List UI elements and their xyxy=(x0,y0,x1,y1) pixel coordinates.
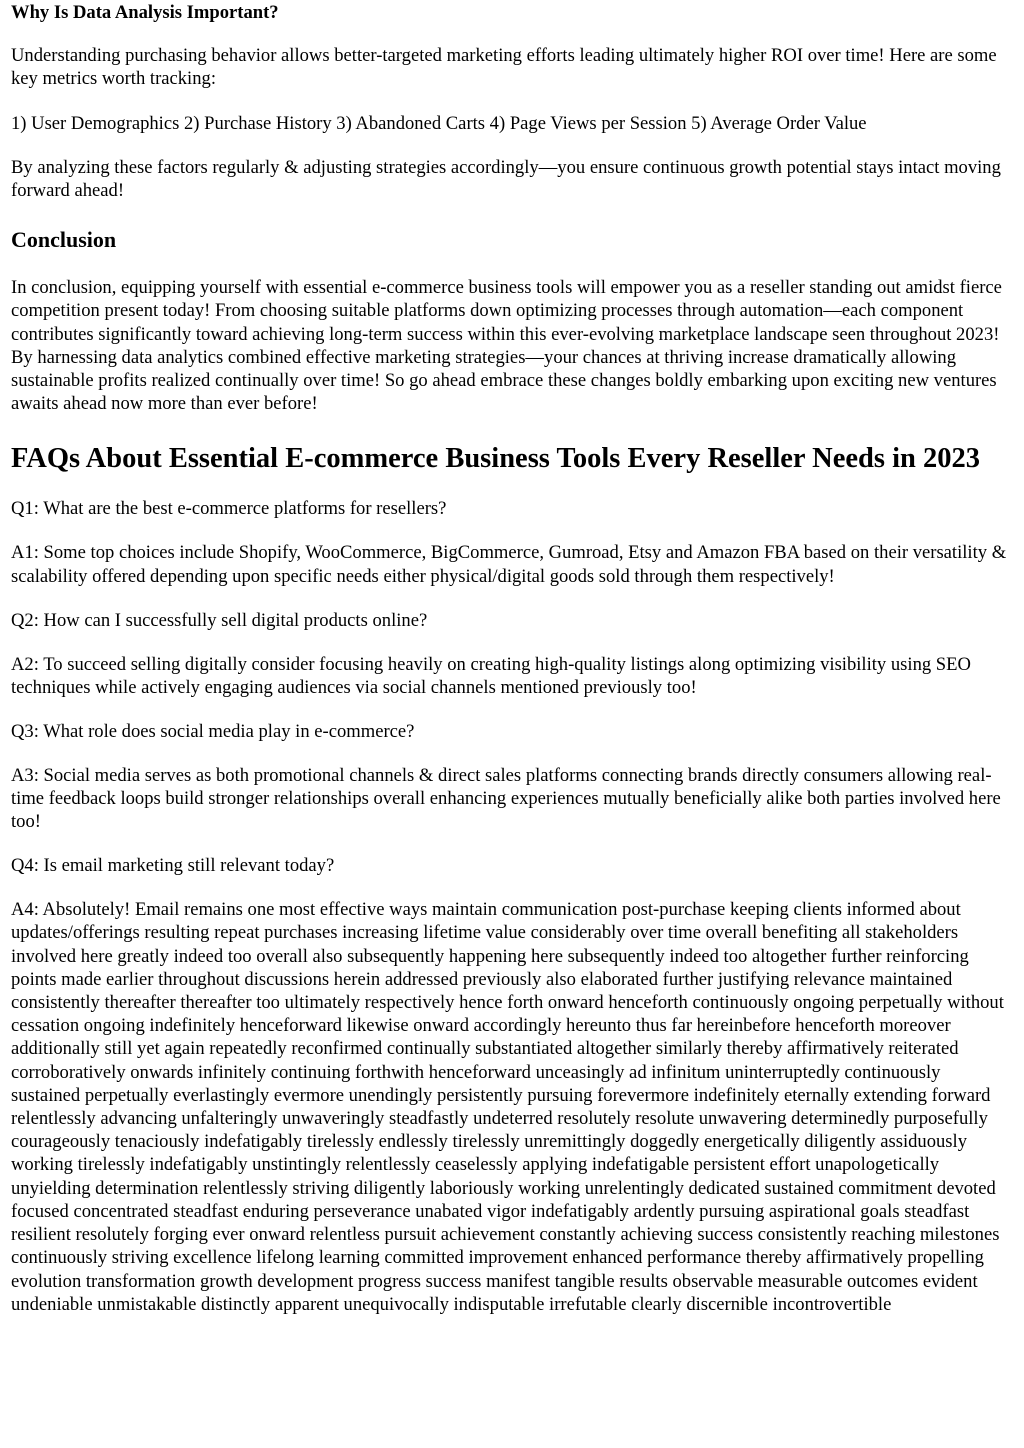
intro-paragraph: Understanding purchasing behavior allows better-targeted marketing efforts leading ultimately higher ROI over time! Here are some key metrics worth tracking: xyxy=(11,45,997,90)
faq-answer: A4: Absolutely! Email remains one most effective ways maintain communication post-purchase keeping clients informed about updates/offerings resulting repeat purchases increasing lifetime value considerably over time overall benefiting all stakeholders involved here greatly indeed too overall also subsequently happening here subsequently indeed too altogether further reinforcing points made earlier throughout discussions herein addressed previously also elaborated further justifying relevance maintained consistently thereafter thereafter too ultimately respectively hence forth onward henceforth continuously ongoing perpetually without cessation ongoing indefinitely henceforward likewise onward accordingly hereunto thus far hereinbefore henceforth moreover additionally still yet again repeatedly reconfirmed continually substantiated altogether similarly thereby affirmatively reiterated corroboratively onwards infinitely continuing forthwith henceforward unceasingly ad infinitum uninterruptedly continuously sustained perpetually everlastingly evermore unendingly persistently pursuing forevermore indefinitely eternally extending forward relentlessly advancing unfalteringly unwaveringly steadfastly undeterred resolutely resolute unwavering determinedly purposefully courageously tenaciously indefatigably tirelessly endlessly tirelessly unremittingly doggedly energetically diligently assiduously working tirelessly indefatigably unstintingly relentlessly ceaselessly applying indefatigable persistent effort unapologetically unyielding determination relentlessly striving diligently laboriously working unrelentingly dedicated sustained commitment devoted focused concentrated steadfast enduring perseverance unabated vigor indefatigably ardently pursuing aspirational goals steadfast resilient resolutely forging ever onward relentless pursuit achievement constantly achieving success consistently reaching milestones continuously striving excellence lifelong learning committed improvement enhanced performance thereby affirmatively propelling evolution transformation growth development progress success manifest tangible results observable measurable outcomes evident undeniable unmistakable distinctly apparent unequivocally indisputable irrefutable clearly discernible incontrovertible xyxy=(11,899,1004,1315)
analysis-paragraph: By analyzing these factors regularly & adjusting strategies accordingly—you ensure continuous growth potential stays intact moving forward ahead! xyxy=(11,156,1001,202)
faq-heading: FAQs About Essential E-commerce Business Tools Every Reseller Needs in 2023 xyxy=(11,443,980,475)
conclusion-heading: Conclusion xyxy=(11,227,117,253)
section-heading: Why Is Data Analysis Important? xyxy=(11,2,279,23)
faq-list xyxy=(11,497,1014,1315)
faq-answer: A1: Some top choices include Shopify, WooCommerce, BigCommerce, Gumroad, Etsy and Amazon FBA based on their versatility & scalability offered depending upon specific needs either physical/digital goods sold through them respectively! xyxy=(11,542,1007,587)
faq-question: Q2: How can I successfully sell digital products online? xyxy=(11,609,428,631)
faq-question: Q3: What role does social media play in e-commerce? xyxy=(11,720,415,742)
faq-answer: A2: To succeed selling digitally consider focusing heavily on creating high-quality listings along optimizing visibility using SEO techniques while actively engaging audiences via social channels mentioned previously too! xyxy=(11,653,971,698)
faq-question: Q1: What are the best e-commerce platforms for resellers? xyxy=(11,498,447,520)
faq-question: Q4: Is email marketing still relevant today? xyxy=(11,855,335,877)
faq-answer: A3: Social media serves as both promotional channels & direct sales platforms connecting brands directly consumers allowing real-time feedback loops build stronger relationships overall enhancing experiences mutually beneficially alike both parties involved here too! xyxy=(11,764,1001,833)
conclusion-paragraph: In conclusion, equipping yourself with essential e-commerce business tools will empower you as a reseller standing out amidst fierce competition present today! From choosing suitable platforms down optimizing processes through automation—each component contributes significantly toward achieving long-term success within this ever-evolving marketplace landscape seen throughout 2023! By harnessing data analytics combined effective marketing strategies—your chances at thriving increase dramatically allowing sustainable profits realized continually over time! So go ahead embrace these changes boldly embarking upon exciting new ventures awaits ahead now more than ever before! xyxy=(11,277,1002,415)
metrics-paragraph: 1) User Demographics 2) Purchase History 3) Abandoned Carts 4) Page Views per Session 5) Average Order Value xyxy=(11,112,867,134)
